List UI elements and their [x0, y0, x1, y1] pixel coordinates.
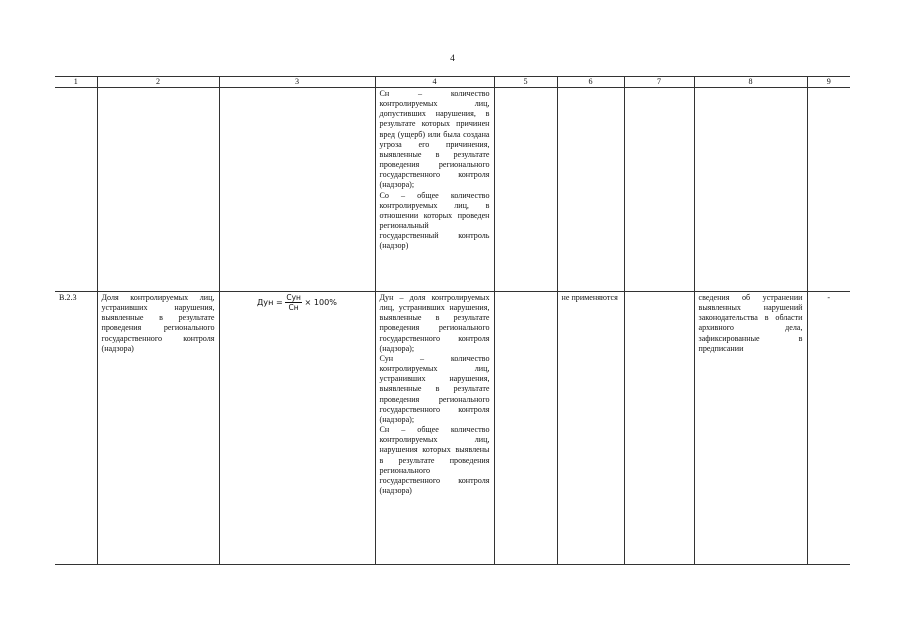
col-number-8: 8: [694, 77, 807, 88]
formula-fraction: [285, 293, 302, 312]
definition-sun: Сун – количество контролируемых лиц, устранивших нарушения, выявленные в результате проведения регионального государственного контроля (надзора);: [379, 353, 490, 424]
col-number-4: 4: [375, 77, 494, 88]
indicator-definitions: [375, 292, 494, 565]
col-number-1: 1: [55, 77, 97, 88]
indicator-name: Доля контролируемых лиц, устранивших нарушения, выявленные в результате проведения регионального государственного контроля (надзора): [97, 292, 219, 565]
column-number-row: [55, 77, 850, 88]
formula-lhs: Дун =: [256, 297, 283, 307]
continuation-definitions: [375, 88, 494, 292]
definition-dun: Дун – доля контролируемых лиц, устранивших нарушения, выявленные в результате проведения регионального государственного контроля (надзора);: [379, 293, 490, 353]
indicators-table: [55, 76, 850, 565]
col-number-6: 6: [557, 77, 624, 88]
table-row: [55, 292, 850, 565]
indicator-code: B.2.3: [55, 292, 97, 565]
col-number-5: 5: [494, 77, 557, 88]
formula-rhs: × 100%: [304, 297, 337, 307]
notes: -: [807, 292, 850, 565]
definition-so: Со – общее количество контролируемых лиц, в отношении которых проведен региональный государственный контроль (надзор): [379, 190, 490, 251]
target-values: не применяются: [557, 292, 624, 565]
col-number-3: 3: [219, 77, 375, 88]
definition-sn: Сн – количество контролируемых лиц, допустивших нарушения, в результате которых причинен вред (ущерб) или была создана угроза его причинения, выявленные в результате проведения регионального государственного контроля (надзора);: [379, 89, 490, 190]
col-number-2: 2: [97, 77, 219, 88]
col-number-9: 9: [807, 77, 850, 88]
formula-numerator: Сун: [286, 293, 301, 302]
data-source: сведения об устранении выявленных нарушений законодательства в области архивного дела, зафиксированные в предписании: [694, 292, 807, 565]
table-row: [55, 88, 850, 292]
indicator-formula: [219, 292, 375, 565]
col-number-7: 7: [624, 77, 694, 88]
formula-denominator: Сн: [288, 303, 299, 312]
definition-sn-total: Сн – общее количество контролируемых лиц, нарушения которых выявлены в результате проведения регионального государственного контроля (надзора): [379, 425, 490, 495]
page-number: 4: [450, 54, 455, 64]
